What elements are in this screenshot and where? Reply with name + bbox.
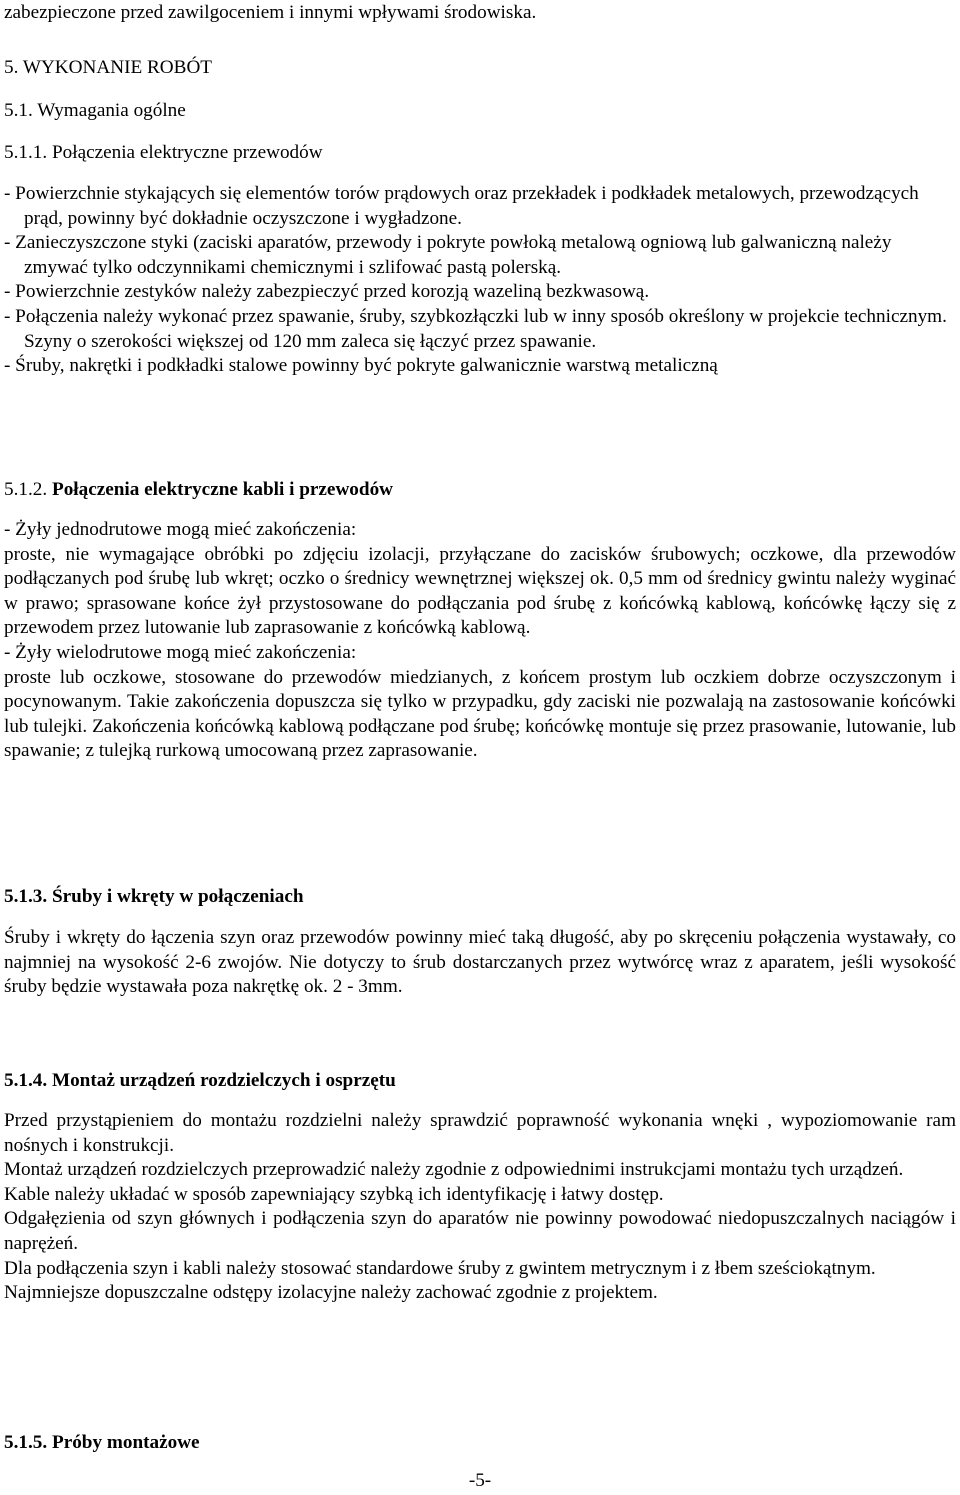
paragraph: proste, nie wymagające obróbki po zdjęciu izolacji, przyłączane do zacisków śrubowych; oczkowe, dla przewodów podłączanych pod śrubę lub wkręt; oczko o średnicy wewnętrznej większej ok. 0,5 mm od średnicy gwintu należy wyginać w prawo; sprasowane końce żył przystosowane do podłączania pod śrubę z końcówką kablową, końcówkę łączy się z przewodem przez lutowanie lub zaprasowanie z końcówką kablową. <box>4 543 956 639</box>
paragraph: Przed przystąpieniem do montażu rozdzielni należy sprawdzić poprawność wykonania wnęki , wypoziomowanie ram nośnych i konstrukcji. <box>4 1110 956 1156</box>
section-5-1-4-body <box>4 1109 956 1306</box>
paragraph: Śruby i wkręty do łączenia szyn oraz przewodów powinny mieć taką długość, aby po skręceniu połączenia wystawały, co najmniej na wysokość 2-6 zwojów. Nie dotyczy to śrub dostarczanych przez wytwórcę wraz z aparatem, jeśli wysokość śruby będzie wystawała poza nakrętkę ok. 2 - 3mm. <box>4 927 956 998</box>
list-5-1-1 <box>4 182 956 379</box>
paragraph: Najmniejsze dopuszczalne odstępy izolacyjne należy zachować zgodnie z projektem. <box>4 1282 658 1304</box>
paragraph-head: - Żyły jednodrutowe mogą mieć zakończenia: <box>4 519 357 540</box>
list-item: - Powierzchnie zestyków należy zabezpieczyć przed korozją wazeliną bezkwasową. <box>4 281 650 303</box>
paragraph: proste lub oczkowe, stosowane do przewodów miedzianych, z końcem prostym lub oczkiem dobrze oczyszczonym i pocynowanym. Takie zakończenia dopuszcza się tylko w przypadku, gdy zaciski nie pozwalają na zastosowanie końcówki lub tulejki. Zakończenia końcówką kablową podłączane pod śrubę; końcówkę montuje się przez prasowanie, lutowanie, lub spawanie; z tulejką rurkową umocowaną przez zaprasowanie. <box>4 666 956 762</box>
paragraph-head: - Żyły wielodrutowe mogą mieć zakończenia: <box>4 641 357 663</box>
heading-5-1-2 <box>4 478 956 503</box>
paragraph: Dla podłączenia szyn i kabli należy stosować standardowe śruby z gwintem metrycznym i z łbem sześciokątnym. <box>4 1257 876 1279</box>
heading-5-1-3: 5.1.3. Śruby i wkręty w połączeniach <box>4 886 304 907</box>
list-item: - Połączenia należy wykonać przez spawanie, śruby, szybkozłączki lub w inny sposób określony w projekcie technicznym. Szyny o szerokości większej od 120 mm zaleca się łączyć przez spawanie. <box>4 305 947 352</box>
heading-5-1-5: 5.1.5. Próby montażowe <box>4 1432 200 1453</box>
heading-number: 5.1.2. <box>4 479 48 500</box>
list-item: - Śruby, nakrętki i podkładki stalowe powinny być pokryte galwanicznie warstwą metaliczną <box>4 355 718 377</box>
heading-text: Połączenia elektryczne kabli i przewodów <box>47 479 394 500</box>
page-number: -5- <box>468 1470 492 1491</box>
list-item: - Powierzchnie stykających się elementów torów prądowych oraz przekładek i podkładek metalowych, przewodzących prąd, powinny być dokładnie oczyszczone i wygładzone. <box>4 183 919 229</box>
subsection-heading: 5.1. Wymagania ogólne <box>4 100 186 121</box>
paragraph: Montaż urządzeń rozdzielczych przeprowadzić należy zgodnie z odpowiednimi instrukcjami montażu tych urządzeń. <box>4 1159 904 1181</box>
section-heading: 5. WYKONANIE ROBÓT <box>4 57 213 78</box>
list-item: - Zanieczyszczone styki (zaciski aparatów, przewody i pokryte powłoką metalową ogniową lub galwaniczną należy zmywać tylko odczynnikami chemicznymi i szlifować pastą polerską. <box>4 232 892 278</box>
intro-line: zabezpieczone przed zawilgoceniem i innymi wpływami środowiska. <box>4 2 537 23</box>
section-5-1-2-body <box>4 518 956 764</box>
paragraph: Odgałęzienia od szyn głównych i podłączenia szyn do aparatów nie powinny powodować niedopuszczalnych naciągów i naprężeń. <box>4 1208 956 1254</box>
heading-5-1-1: 5.1.1. Połączenia elektryczne przewodów <box>4 142 323 163</box>
paragraph: Kable należy układać w sposób zapewniający szybką ich identyfikację i łatwy dostęp. <box>4 1183 664 1205</box>
heading-5-1-4: 5.1.4. Montaż urządzeń rozdzielczych i osprzętu <box>4 1070 396 1091</box>
